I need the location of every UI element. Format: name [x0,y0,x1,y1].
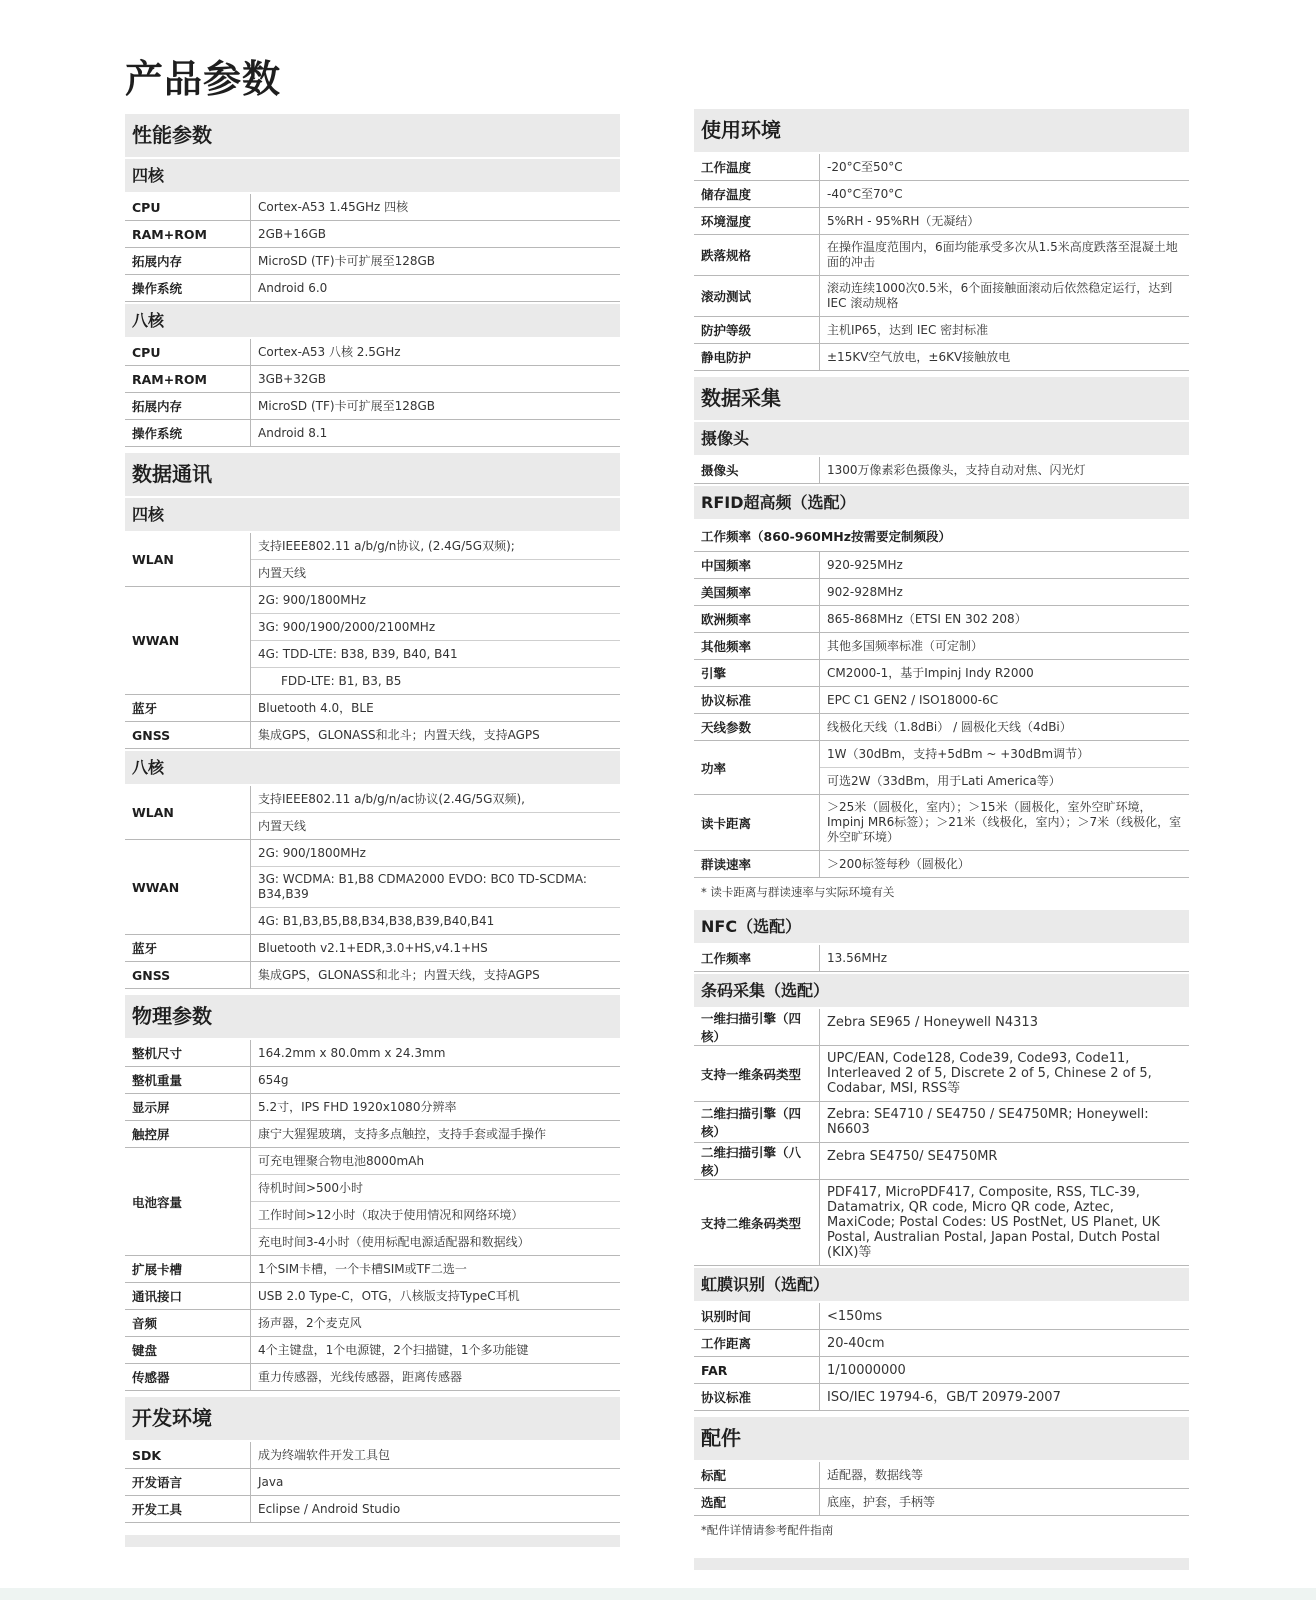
subsection-title: 八核 [125,751,620,784]
spec-value: Bluetooth v2.1+EDR,3.0+HS,v4.1+HS [258,940,488,955]
spec-label: WWAN [125,587,251,694]
subsection-title: 四核 [125,498,620,531]
spec-row [125,1283,620,1310]
spec-value: ＞25米（圆极化，室内）；＞15米（圆极化，室外空旷环境，Impinj MR6标签）；＞21米（线极化，室内）；＞7米（线极化，室外空旷环境） [827,800,1182,844]
section-title: 物理参数 [125,995,620,1038]
section-title: 配件 [694,1417,1189,1460]
spec-label: 摄像头 [694,457,820,483]
spec-row [125,840,620,935]
spec-row [125,1067,620,1094]
spec-value: Cortex-A53 八核 2.5GHz [258,344,401,359]
spec-value: EPC C1 GEN2 / ISO18000-6C [827,692,999,707]
spec-value: 内置天线 [258,565,307,580]
spec-label: 传感器 [125,1364,251,1390]
spec-label: 中国频率 [694,552,820,578]
column-end-bar [694,1558,1189,1570]
spec-label: 滚动测试 [694,276,820,316]
spec-value: 工作时间>12小时（取决于使用情况和网络环境） [251,1202,620,1229]
spec-value: 902-928MHz [827,584,903,599]
spec-values [251,935,620,961]
spec-value: Eclipse / Android Studio [258,1501,401,1516]
spec-label: 天线参数 [694,714,820,740]
spec-values [251,1148,620,1255]
page-title: 产品参数 [125,57,282,101]
spec-label: RAM+ROM [125,221,251,247]
spec-values [820,1303,1189,1329]
spec-row [125,722,620,749]
subsection-title: 虹膜识别（选配） [694,1268,1189,1301]
spec-value: UPC/EAN, Code128, Code39, Code93, Code11, Interleaved 2 of 5, Discrete 2 of 5, Chinese 2 of 5, Codabar, MSI, RSS等 [827,1051,1152,1096]
spec-row [125,420,620,447]
spec-label: 二维扫描引擎（八核） [694,1143,820,1179]
spec-value: 2G: 900/1800MHz [251,587,620,614]
spec-value: 滚动连续1000次0.5米，6个面接触面滚动后依然稳定运行，达到 IEC 滚动规格 [827,281,1173,310]
spec-row [694,1384,1189,1411]
spec-value: <150ms [827,1308,883,1324]
spec-value: 3G: 900/1900/2000/2100MHz [251,614,620,641]
spec-values [820,181,1189,207]
spec-value: ISO/IEC 19794-6，GB/T 20979-2007 [827,1389,1061,1405]
spec-values [820,945,1189,971]
spec-label: 键盘 [125,1337,251,1363]
spec-values [820,1102,1189,1142]
spec-label: 跌落规格 [694,235,820,275]
spec-row [125,533,620,587]
spec-values [820,633,1189,659]
spec-value: Zebra SE965 / Honeywell N4313 [827,1014,1038,1030]
spec-label: 电池容量 [125,1148,251,1255]
spec-value: Android 6.0 [258,280,328,295]
spec-values [251,722,620,748]
spec-row [694,795,1189,851]
spec-row [694,208,1189,235]
spec-value: 865-868MHz（ETSI EN 302 208） [827,611,1027,626]
spec-value: 其他多国频率标准（可定制） [827,638,984,653]
spec-value: 1300万像素彩色摄像头，支持自动对焦、闪光灯 [827,462,1086,477]
spec-row [694,1462,1189,1489]
spec-values [251,1469,620,1495]
spec-row [694,1489,1189,1516]
spec-values [251,366,620,392]
spec-values [251,1094,620,1120]
spec-values [251,1337,620,1363]
spec-value: 支持IEEE802.11 a/b/g/n协议, (2.4G/5G双频); [251,533,620,560]
spec-row [694,344,1189,371]
spec-label: 协议标准 [694,1384,820,1410]
spec-label: CPU [125,339,251,365]
spec-row [125,1040,620,1067]
spec-value: -40°C至70°C [827,186,903,201]
spec-label: 操作系统 [125,420,251,446]
spec-row [125,1337,620,1364]
subsection-title: 四核 [125,159,620,192]
spec-value: 654g [258,1072,289,1087]
spec-row [125,1442,620,1469]
spec-value: 支持IEEE802.11 a/b/g/n/ac协议(2.4G/5G双频), [251,786,620,813]
spec-value: 可选2W（33dBm，用于Lati America等） [827,773,1061,788]
spec-value: 1/10000000 [827,1362,906,1378]
spec-value: 重力传感器，光线传感器，距离传感器 [258,1369,463,1384]
spec-values [251,1310,620,1336]
spec-value: 2GB+16GB [258,226,327,241]
spec-values [820,344,1189,370]
spec-row [125,1121,620,1148]
spec-row [694,552,1189,579]
spec-value: 成为终端软件开发工具包 [258,1447,391,1462]
spec-row [694,945,1189,972]
spec-row [125,1310,620,1337]
spec-value: 5.2寸，IPS FHD 1920x1080分辨率 [258,1099,457,1114]
spec-label: 拓展内存 [125,248,251,274]
spec-label: 协议标准 [694,687,820,713]
spec-values [820,1489,1189,1515]
spec-value: 13.56MHz [827,950,888,965]
spec-values [820,1009,1189,1045]
spec-values [820,457,1189,483]
spec-values [820,741,1189,794]
spec-value: 待机时间>500小时 [251,1175,620,1202]
spec-value: Java [258,1474,284,1489]
section-title: 开发环境 [125,1397,620,1440]
spec-values [820,1462,1189,1488]
spec-values [820,1384,1189,1410]
spec-label: WWAN [125,840,251,934]
spec-values [251,393,620,419]
spec-value: -20°C至50°C [827,159,903,174]
spec-label: 触控屏 [125,1121,251,1147]
spec-label: SDK [125,1442,251,1468]
spec-values [820,154,1189,180]
spec-row [694,606,1189,633]
spec-row [694,317,1189,344]
spec-value: 3GB+32GB [258,371,327,386]
spec-value: 920-925MHz [827,557,903,572]
spec-label: 读卡距离 [694,795,820,850]
spec-label: 显示屏 [125,1094,251,1120]
spec-values [820,687,1189,713]
spec-row [125,339,620,366]
spec-row [125,393,620,420]
spec-values [251,587,620,694]
footnote: *配件详情请参考配件指南 [701,1523,834,1537]
spec-values [251,275,620,301]
spec-row [125,194,620,221]
spec-label: 引擎 [694,660,820,686]
spec-values [820,1046,1189,1101]
subsection-title: NFC（选配） [694,910,1189,943]
section-title: 使用环境 [694,109,1189,152]
spec-row [125,248,620,275]
spec-row [694,1357,1189,1384]
spec-row [694,457,1189,484]
spec-row [694,741,1189,795]
spec-row [125,587,620,695]
section-title: 性能参数 [125,114,620,157]
spec-row [125,1256,620,1283]
spec-label: 操作系统 [125,275,251,301]
spec-value: 164.2mm x 80.0mm x 24.3mm [258,1045,446,1060]
spec-row [125,275,620,302]
spec-value: 线极化天线（1.8dBi） / 圆极化天线（4dBi） [827,719,1072,734]
spec-values [820,795,1189,850]
spec-values [251,695,620,721]
spec-value: MicroSD (TF)卡可扩展至128GB [258,253,436,268]
spec-value: 2G: 900/1800MHz [251,840,620,867]
spec-value: 在操作温度范围内，6面均能承受多次从1.5米高度跌落至混凝土地面的冲击 [827,240,1178,269]
spec-value: ＞200标签每秒（圆极化） [827,856,970,871]
spec-row [694,1303,1189,1330]
spec-label: RAM+ROM [125,366,251,392]
spec-label: 防护等级 [694,317,820,343]
spec-row [694,1046,1189,1102]
spec-row [694,660,1189,687]
spec-values [251,962,620,988]
spec-label: 欧洲频率 [694,606,820,632]
spec-label: 整机重量 [125,1067,251,1093]
spec-label: 开发语言 [125,1469,251,1495]
spec-label: 群读速率 [694,851,820,877]
spec-values [251,1256,620,1282]
spec-values [820,208,1189,234]
spec-label: 拓展内存 [125,393,251,419]
spec-values [251,840,620,934]
left-spec-column [125,114,620,1547]
spec-row [694,154,1189,181]
subsection-title: 摄像头 [694,422,1189,455]
spec-row [694,1330,1189,1357]
spec-values [820,660,1189,686]
spec-label: 工作频率 [694,945,820,971]
spec-values [251,1442,620,1468]
spec-row [125,935,620,962]
spec-values [820,552,1189,578]
spec-values [251,194,620,220]
spec-label: WLAN [125,533,251,586]
spec-values [820,1330,1189,1356]
spec-values [251,1121,620,1147]
spec-values [820,714,1189,740]
spec-row [694,276,1189,317]
spec-value: 底座，护套，手柄等 [827,1494,936,1509]
spec-value: 充电时间3-4小时（使用标配电源适配器和数据线） [258,1234,530,1249]
spec-label: 标配 [694,1462,820,1488]
spec-value: Cortex-A53 1.45GHz 四核 [258,199,409,214]
column-end-bar [125,1535,620,1547]
spec-value: 可充电锂聚合物电池8000mAh [251,1148,620,1175]
spec-label: 扩展卡槽 [125,1256,251,1282]
spec-row [694,1143,1189,1180]
spec-row [694,1102,1189,1143]
spec-row [125,1148,620,1256]
spec-label: 通讯接口 [125,1283,251,1309]
spec-values [251,533,620,586]
spec-label: 蓝牙 [125,935,251,961]
spec-value: ±15KV空气放电，±6KV接触放电 [827,349,1011,364]
spec-row [694,579,1189,606]
spec-values [820,235,1189,275]
spec-row [694,851,1189,878]
spec-label: 功率 [694,741,820,794]
spec-values [251,1283,620,1309]
spec-row [694,181,1189,208]
spec-label: 蓝牙 [125,695,251,721]
subsection-title: RFID超高频（选配） [694,486,1189,519]
spec-value: 1W（30dBm，支持+5dBm ~ +30dBm调节） [820,741,1189,768]
spec-value: 康宁大猩猩玻璃，支持多点触控，支持手套或湿手操作 [258,1126,547,1141]
spec-label: 二维扫描引擎（四核） [694,1102,820,1142]
spec-values [251,1364,620,1390]
spec-label: 环境湿度 [694,208,820,234]
spec-label: 支持二维条码类型 [694,1180,820,1265]
spec-label: 选配 [694,1489,820,1515]
footnote: * 读卡距离与群读速率与实际环境有关 [701,885,895,899]
spec-row [125,366,620,393]
spec-row [125,221,620,248]
spec-value: Android 8.1 [258,425,328,440]
spec-value: 3G: WCDMA: B1,B8 CDMA2000 EVDO: BC0 TD-SCDMA: B34,B39 [251,867,620,908]
spec-values [251,1496,620,1522]
spec-label: WLAN [125,786,251,839]
spec-value: 主机IP65，达到 IEC 密封标准 [827,322,989,337]
right-spec-column [694,109,1189,1570]
spec-value: 集成GPS，GLONASS和北斗；内置天线，支持AGPS [258,967,540,982]
spec-value: 内置天线 [258,818,307,833]
spec-row [694,714,1189,741]
spec-label: 美国频率 [694,579,820,605]
spec-full-row: 工作频率（860-960MHz按需要定制频段） [694,521,1189,552]
spec-values [251,786,620,839]
spec-row [125,1364,620,1391]
spec-label: 识别时间 [694,1303,820,1329]
spec-value: 适配器，数据线等 [827,1467,924,1482]
spec-values [820,851,1189,877]
spec-value: MicroSD (TF)卡可扩展至128GB [258,398,436,413]
spec-value: Bluetooth 4.0，BLE [258,700,374,715]
spec-values [251,339,620,365]
spec-label: GNSS [125,962,251,988]
spec-label: GNSS [125,722,251,748]
spec-row [694,235,1189,276]
spec-label: 储存温度 [694,181,820,207]
spec-row [125,1496,620,1523]
spec-values [820,317,1189,343]
spec-values [820,1143,1189,1179]
spec-row [694,633,1189,660]
bottom-bar [0,1588,1316,1600]
spec-values [820,606,1189,632]
spec-label: 工作温度 [694,154,820,180]
spec-label: CPU [125,194,251,220]
spec-row [694,687,1189,714]
subsection-title: 条码采集（选配） [694,974,1189,1007]
spec-value: CM2000-1，基于Impinj Indy R2000 [827,665,1034,680]
spec-value: 4G: TDD-LTE: B38, B39, B40, B41 [251,641,620,668]
spec-label: 其他频率 [694,633,820,659]
spec-value: 扬声器，2个麦克风 [258,1315,362,1330]
spec-label: 静电防护 [694,344,820,370]
section-title: 数据采集 [694,377,1189,420]
spec-values [251,221,620,247]
spec-row [694,1180,1189,1266]
spec-row [694,1009,1189,1046]
spec-label: 一维扫描引擎（四核） [694,1009,820,1045]
spec-values [820,1357,1189,1383]
spec-values [251,420,620,446]
spec-value: 4个主键盘，1个电源键，2个扫描键，1个多功能键 [258,1342,529,1357]
spec-row [125,1094,620,1121]
spec-value: Zebra: SE4710 / SE4750 / SE4750MR; Honeywell: N6603 [827,1107,1149,1137]
spec-value: 集成GPS，GLONASS和北斗；内置天线，支持AGPS [258,727,540,742]
spec-value: Zebra SE4750/ SE4750MR [827,1148,998,1164]
spec-values [820,1180,1189,1265]
spec-value: FDD-LTE: B1, B3, B5 [281,673,402,688]
spec-row [125,1469,620,1496]
spec-value: 20-40cm [827,1335,885,1351]
spec-label: 开发工具 [125,1496,251,1522]
section-title: 数据通讯 [125,453,620,496]
spec-label: FAR [694,1357,820,1383]
spec-label: 音频 [125,1310,251,1336]
spec-values [251,1067,620,1093]
spec-label: 工作距离 [694,1330,820,1356]
spec-values [251,1040,620,1066]
spec-values [820,579,1189,605]
spec-value: USB 2.0 Type-C，OTG，八核版支持TypeC耳机 [258,1288,520,1303]
spec-value: PDF417, MicroPDF417, Composite, RSS, TLC-39, Datamatrix, QR code, Micro QR code, Aztec, MaxiCode; Postal Codes: US PostNet, US Planet, UK Postal, Australian Postal, Japan Postal, Dutch Postal (KIX)等 [827,1185,1161,1260]
spec-value: 1个SIM卡槽，一个卡槽SIM或TF二选一 [258,1261,467,1276]
spec-label: 整机尺寸 [125,1040,251,1066]
spec-row [125,695,620,722]
spec-values [251,248,620,274]
spec-value: 4G: B1,B3,B5,B8,B34,B38,B39,B40,B41 [258,913,495,928]
spec-values [820,276,1189,316]
spec-row [125,786,620,840]
spec-value: 5%RH - 95%RH（无凝结） [827,213,980,228]
subsection-title: 八核 [125,304,620,337]
spec-row [125,962,620,989]
spec-label: 支持一维条码类型 [694,1046,820,1101]
